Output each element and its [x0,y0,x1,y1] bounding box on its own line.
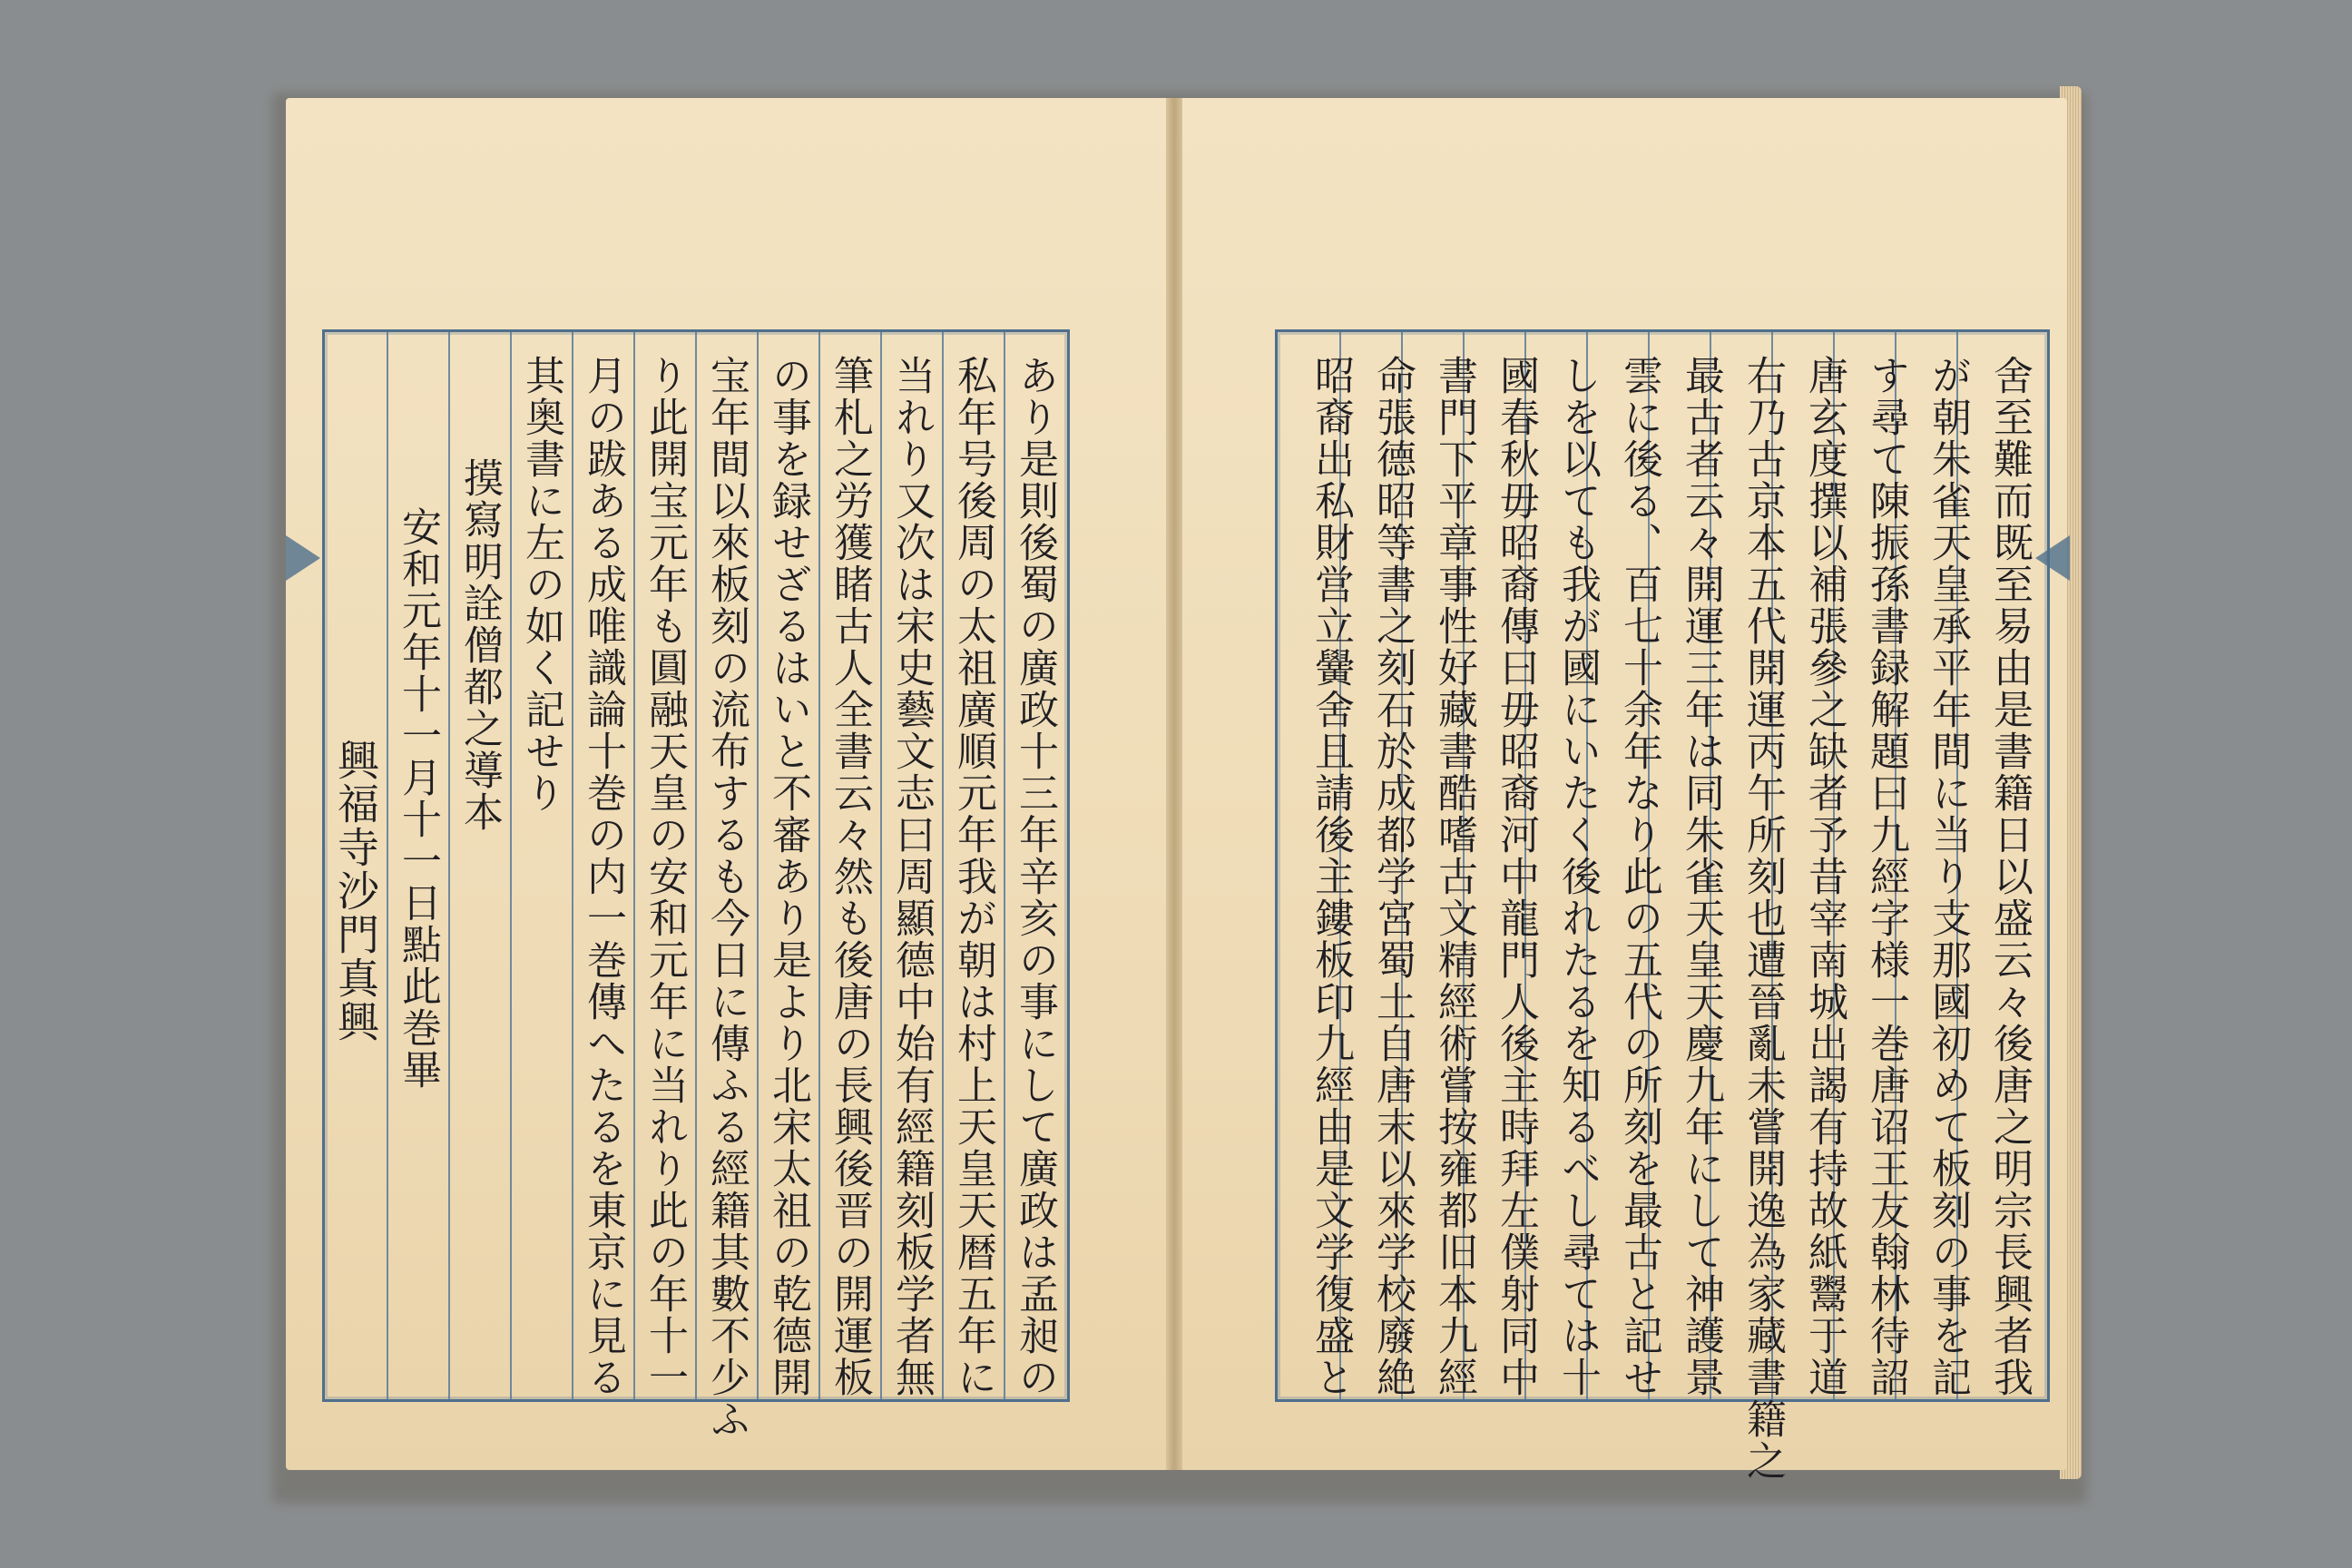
column-rule [387,332,388,1399]
text-column: 舍至難而既至易由是書籍日以盛云々後唐之明宗長興者我 [1986,355,2033,1398]
text-column: が朝朱雀天皇承平年間に当り支那國初めて板刻の事を記 [1925,355,1971,1398]
text-column: 月の跋ある成唯識論十巻の内一巻傳へたるを東京に見る [580,355,626,1398]
column-rule [448,332,450,1399]
right-text-frame [1275,329,2050,1482]
text-column: 最古者云々開運三年は同朱雀天皇天慶九年にして神護景 [1678,355,1724,1398]
column-rule [942,332,944,1399]
text-column: り此開宝元年も圓融天皇の安和元年に当れり此の年十一 [642,355,688,1398]
text-column: あり是則後蜀の廣政十三年辛亥の事にして廣政は孟昶の [1012,355,1058,1398]
book-gutter [1166,98,1182,1470]
text-column: 筆札之労獲睹古人全書云々然も後唐の長興後晋の開運板 [827,355,873,1398]
column-rule [1004,332,1005,1399]
left-text-frame [322,329,1070,1440]
text-column: 私年号後周の太祖廣順元年我が朝は村上天皇天暦五年に [950,355,996,1398]
text-column: の事を録せざるはいと不審あり是より北宋太祖の乾德開 [765,355,811,1398]
text-column: 唐玄度撰以補張參之缺者予昔宰南城出謁有持故紙鬻于道 [1801,355,1847,1398]
text-column: しを以ても我が國にいたく後れたるを知るべし尋ては十 [1554,355,1601,1398]
column-rule [818,332,820,1399]
text-column: す尋て陳振孫書録解題曰九經字様一巻唐诏王友翰林待詔 [1863,355,1909,1398]
column-rule [572,332,573,1399]
text-column: 右乃古京本五代開運丙午所刻也遭晉亂未嘗開逸為家藏書籍之 [1740,355,1786,1482]
text-column: 書門下平章事性好藏書酷嗜古文精經術嘗按雍都旧本九經 [1431,355,1477,1398]
colophon-signature: 興福寺沙門真興 [331,739,380,1044]
column-rule [757,332,759,1399]
colophon-date: 安和元年十一月十一日點此巻畢 [395,506,441,1091]
column-rule [695,332,697,1399]
text-column: 昭裔出私財営立黌舍且請後主鏤板印九經由是文学復盛と [1308,355,1354,1398]
column-rule [880,332,882,1399]
text-column: 当れり又次は宋史藝文志曰周顯德中始有經籍刻板学者無 [888,355,935,1398]
colophon-title: 摸寫明詮僧都之導本 [456,457,503,833]
text-column: 宝年間以來板刻の流布するも今日に傳ふる經籍其數不少ふ [703,355,750,1440]
text-column: 國春秋毋昭裔傳曰毋昭裔河中龍門人後主時拜左僕射同中 [1493,355,1539,1398]
column-rule [510,332,512,1399]
text-column: 命張德昭等書之刻石於成都学宮蜀土自唐末以來学校廢絶 [1369,355,1416,1398]
text-column: 其奥書に左の如く記せり [518,355,564,814]
column-rule [633,332,635,1399]
text-column: 雲に後る、百七十余年なり此の五代の所刻を最古と記せ [1616,355,1662,1398]
